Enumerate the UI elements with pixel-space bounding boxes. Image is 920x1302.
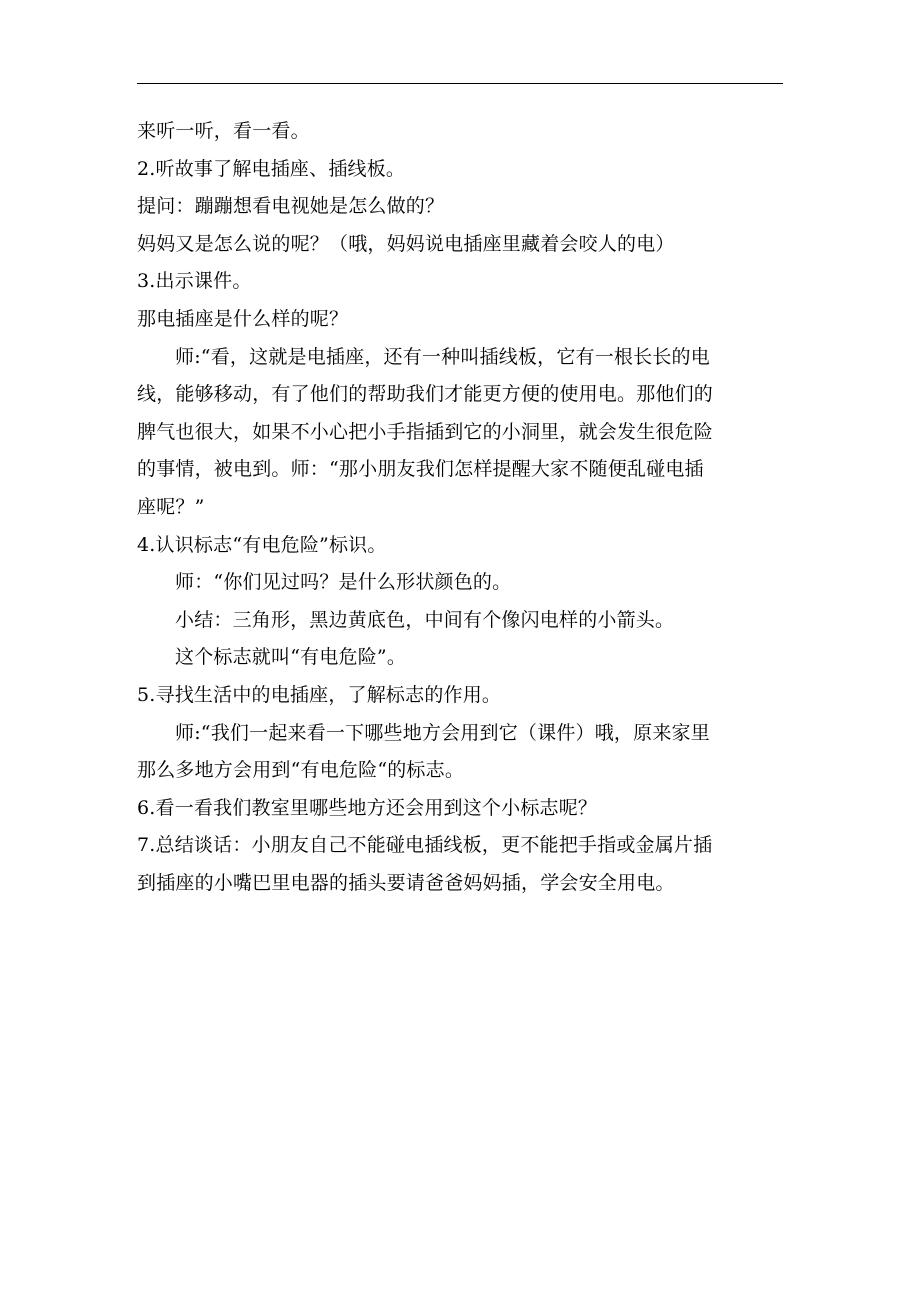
text-line: 脾气也很大，如果不小心把小手指插到它的小洞里，就会发生很危险 <box>137 420 714 443</box>
header-rule <box>137 83 783 84</box>
text-line: 师：“你们见过吗？是什么形状颜色的。 <box>175 571 512 594</box>
section-heading-5: 5.寻找生活中的电插座，了解标志的作用。 <box>137 683 502 706</box>
text-line: 师:“看，这就是电插座，还有一种叫插线板，它有一根长长的电 <box>175 345 710 368</box>
section-heading-3: 3.出示课件。 <box>137 270 252 293</box>
text-line: 到插座的小嘴巴里电器的插头要请爸爸妈妈插，学会安全用电。 <box>137 871 675 894</box>
text-line: 小结：三角形，黑边黄底色，中间有个像闪电样的小箭头。 <box>175 608 675 631</box>
text-line: 线，能够移动，有了他们的帮助我们才能更方便的使用电。那他们的 <box>137 383 714 406</box>
section-heading-4: 4.认识标志“有电危险”标识。 <box>137 533 387 556</box>
text-line: 座呢？” <box>137 495 205 518</box>
text-line: 师:“我们一起来看一下哪些地方会用到它（课件）哦，原来家里 <box>175 721 710 744</box>
document-body <box>137 113 787 902</box>
section-heading-2: 2.听故事了解电插座、插线板。 <box>137 157 406 180</box>
section-heading-7: 7.总结谈话：小朋友自己不能碰电插线板，更不能把手指或金属片插 <box>137 834 713 857</box>
text-line: 提问：蹦蹦想看电视她是怎么做的？ <box>137 195 445 218</box>
text-line: 的事情，被电到。师：“那小朋友我们怎样提醒大家不随便乱碰电插 <box>137 458 704 481</box>
text-line: 这个标志就叫“有电危险”。 <box>175 646 407 669</box>
section-heading-6: 6.看一看我们教室里哪些地方还会用到这个小标志呢？ <box>137 796 598 819</box>
text-line: 那电插座是什么样的呢？ <box>137 307 349 330</box>
text-line: 那么多地方会用到“有电危险“的标志。 <box>137 759 465 782</box>
text-line: 来听一听，看一看。 <box>137 120 310 142</box>
text-line: 妈妈又是怎么说的呢？（哦，妈妈说电插座里藏着会咬人的电） <box>137 232 675 255</box>
